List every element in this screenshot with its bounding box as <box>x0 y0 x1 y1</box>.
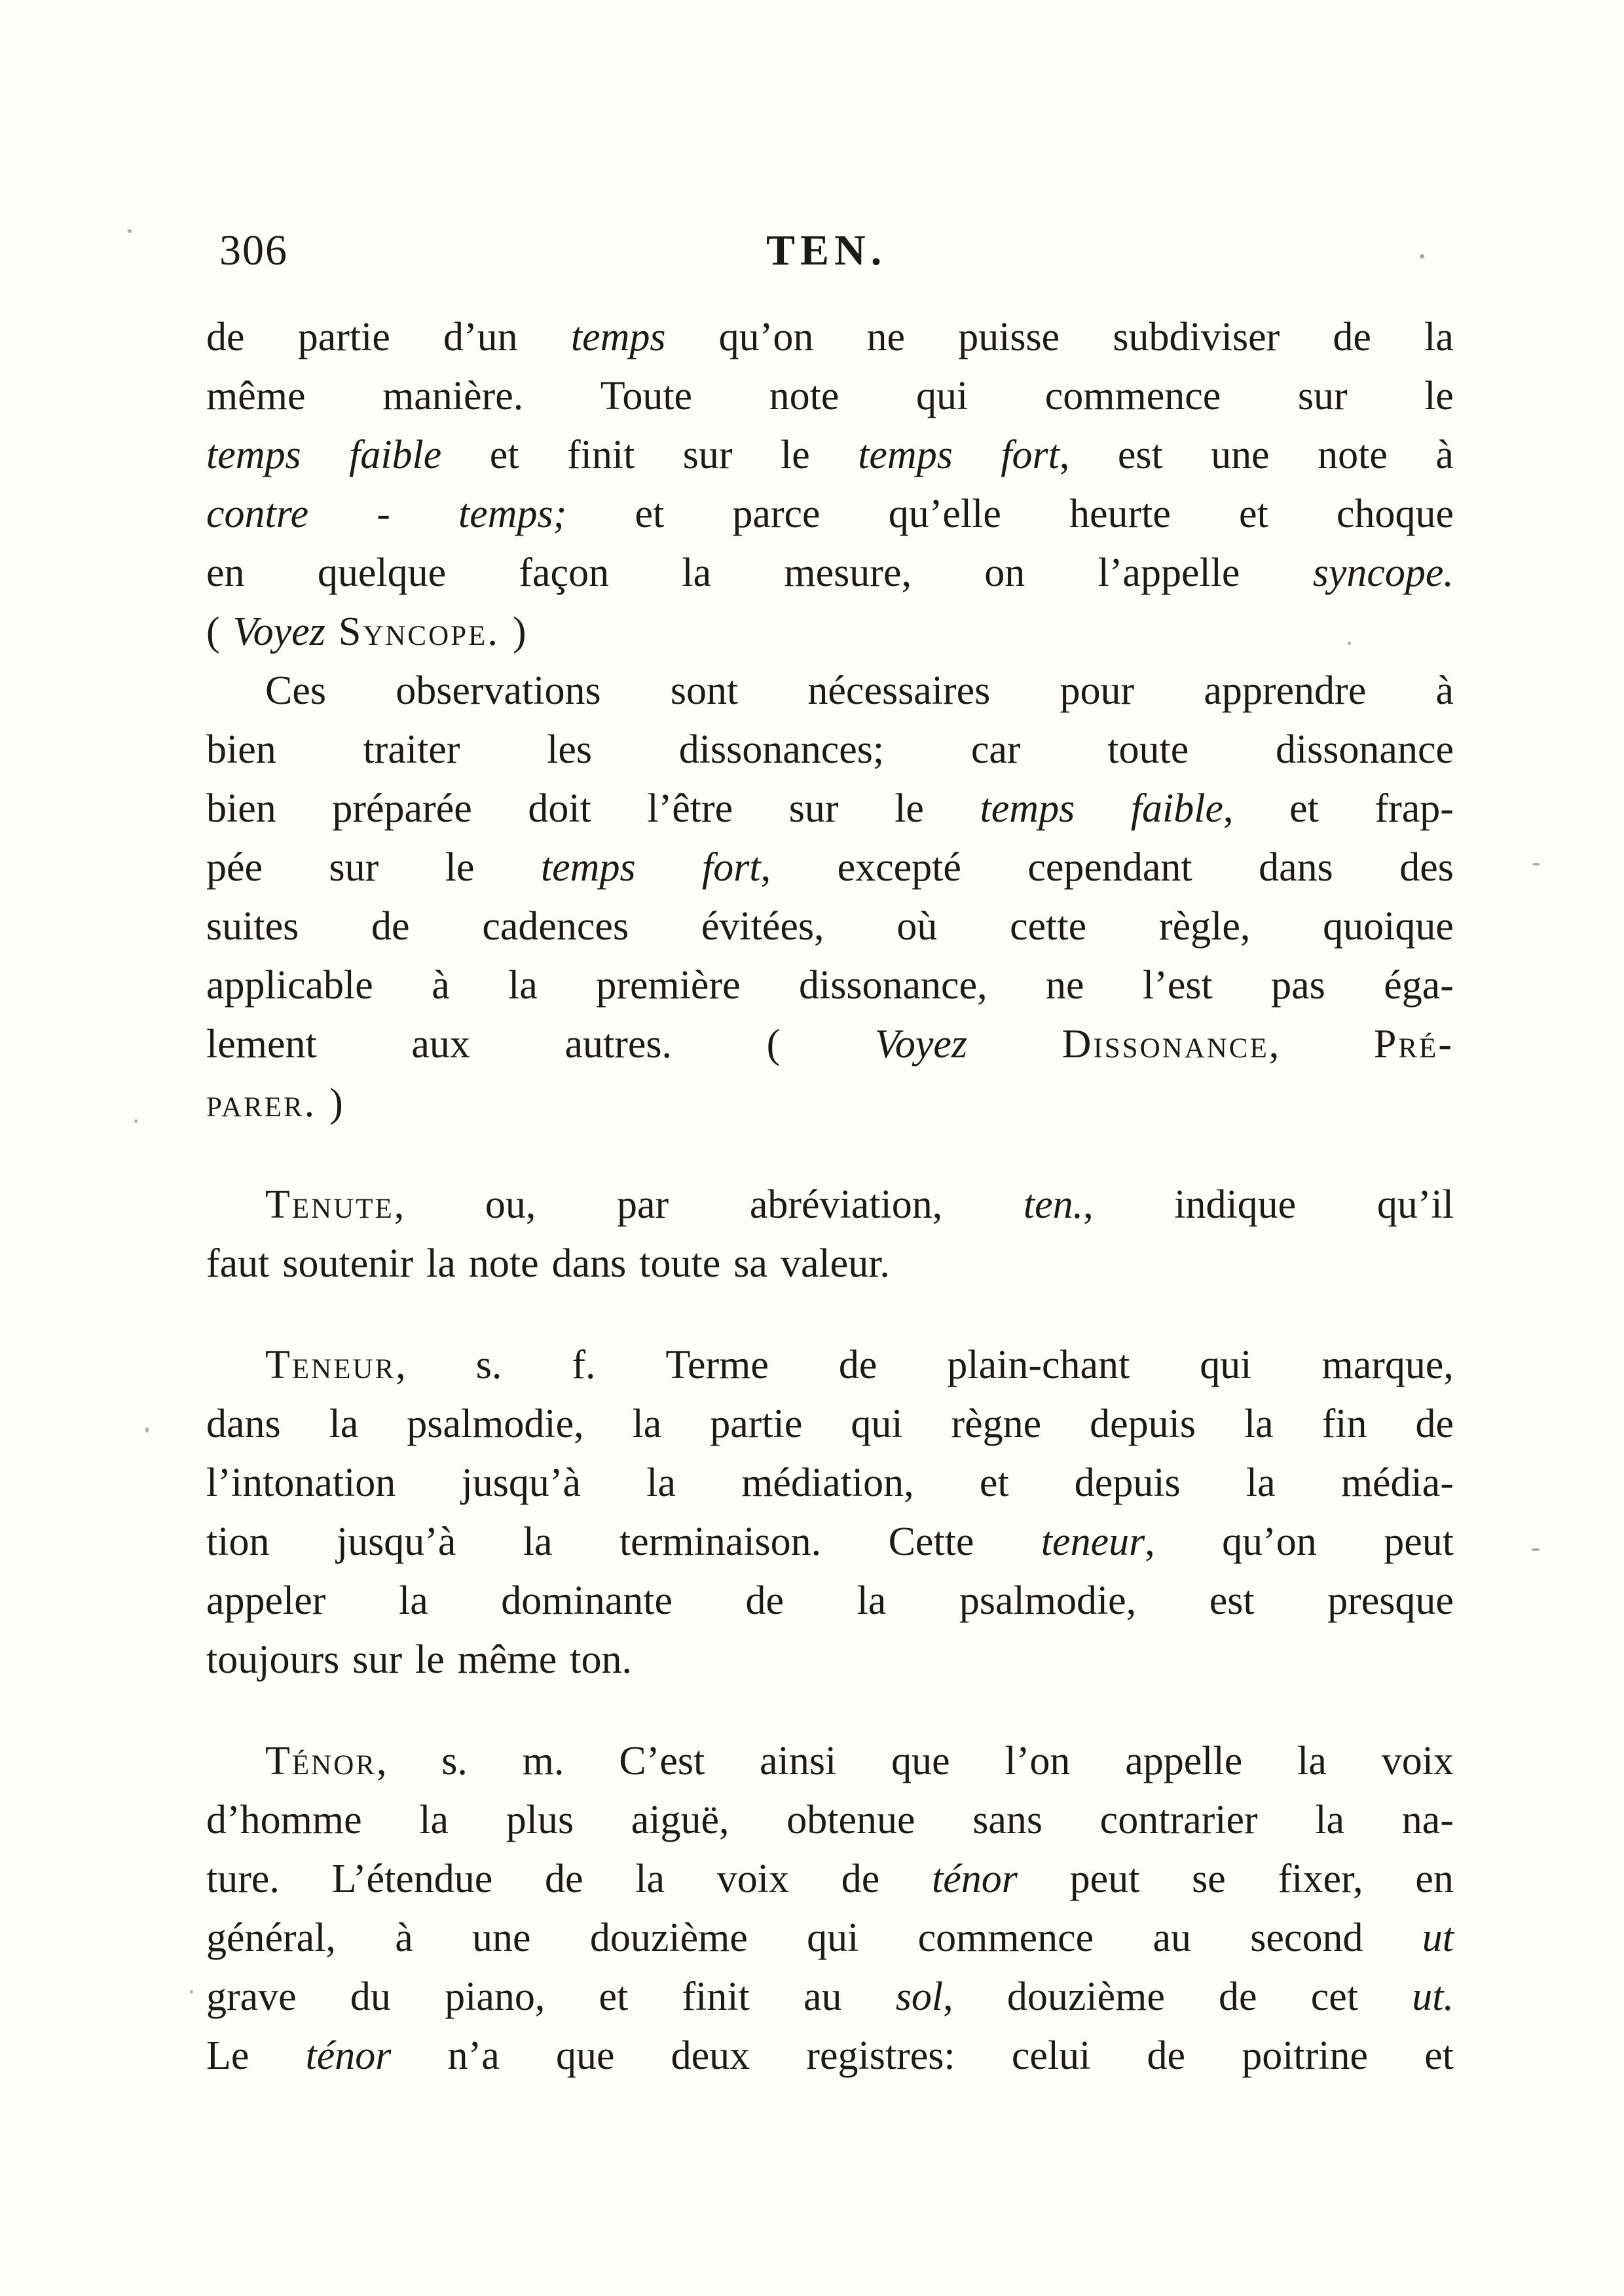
word: tion <box>206 1520 270 1564</box>
word: de <box>371 904 410 949</box>
word: ) <box>512 610 526 654</box>
word: la <box>1315 1798 1345 1842</box>
word: na- <box>1401 1798 1454 1842</box>
word: le <box>780 433 810 477</box>
word: sur <box>788 786 839 831</box>
text-line <box>206 1512 1454 1571</box>
word: la <box>1246 1461 1276 1505</box>
text-line <box>206 1732 1454 1791</box>
text-line <box>206 1967 1454 2026</box>
word: voix <box>716 1857 790 1901</box>
word: qui <box>915 374 969 418</box>
word: finit <box>682 1975 750 2019</box>
word: les <box>547 727 593 772</box>
word: on <box>984 551 1025 595</box>
word: la <box>1297 1739 1327 1783</box>
word: l’être <box>647 786 733 831</box>
paragraph-gap <box>206 1689 1454 1732</box>
word: fixer, <box>1278 1857 1363 1901</box>
text-line <box>206 2026 1454 2085</box>
word: et <box>1239 492 1268 536</box>
word: la <box>682 551 712 595</box>
word: fin <box>1321 1402 1367 1446</box>
word: de <box>838 1343 877 1387</box>
word: quoique <box>1323 904 1454 949</box>
word: pour <box>1060 668 1135 713</box>
text-line <box>206 543 1454 602</box>
word: second <box>1250 1916 1363 1960</box>
italic-word: temps; <box>458 492 567 536</box>
word: qu’elle <box>888 492 1001 536</box>
word: l’intonation <box>206 1461 396 1505</box>
small-caps-term: Tenute, <box>265 1182 405 1227</box>
word: depuis <box>1090 1402 1196 1446</box>
text-line <box>206 956 1454 1015</box>
word: qui <box>1200 1343 1252 1387</box>
word: dissonance <box>1275 727 1454 772</box>
word: douzième <box>1006 1975 1165 2019</box>
word: cadences <box>482 904 629 949</box>
word: C’est <box>619 1739 705 1783</box>
text-line <box>206 1175 1454 1234</box>
text-line <box>206 484 1454 543</box>
word: mesure, <box>784 551 912 595</box>
paper-speck <box>1348 642 1351 645</box>
word: est <box>1117 433 1163 477</box>
word: en <box>1415 1857 1454 1901</box>
word: sur <box>352 1637 403 1682</box>
italic-word-text: ten. <box>1023 1182 1084 1227</box>
italic-word: temps <box>206 433 301 477</box>
text-line <box>206 1571 1454 1630</box>
word: ton. <box>570 1637 632 1682</box>
italic-word: ut. <box>1412 1975 1454 2019</box>
text-line <box>206 367 1454 426</box>
word: dans <box>1259 845 1333 890</box>
word: en <box>206 551 245 595</box>
word: cependant <box>1027 845 1192 890</box>
body-text <box>206 308 1454 2085</box>
italic-word: syncope. <box>1312 551 1454 595</box>
word: sur <box>682 433 733 477</box>
text-line <box>206 426 1454 484</box>
text-line <box>206 1234 1454 1293</box>
word: psalmodie, <box>407 1402 584 1446</box>
italic-word-text: faible <box>1130 786 1224 831</box>
word: appelle <box>1125 1739 1243 1783</box>
word: de <box>206 315 245 359</box>
word: médiation, <box>741 1461 914 1505</box>
text-line <box>206 1791 1454 1850</box>
word: voix <box>1381 1739 1454 1783</box>
word: plain-chant <box>947 1343 1130 1387</box>
word: média- <box>1340 1461 1454 1505</box>
word: la <box>426 1241 456 1286</box>
word: de <box>545 1857 583 1901</box>
italic-word-text: teneur <box>1041 1520 1145 1564</box>
word: le <box>415 1637 445 1682</box>
word: et <box>599 1975 629 2019</box>
italic-word-text: sol <box>895 1975 944 2019</box>
page-number: 306 <box>219 227 288 274</box>
text-line <box>206 1336 1454 1394</box>
small-caps-term: Pré- <box>1373 1022 1454 1066</box>
word: deux <box>671 2033 750 2078</box>
word: pas <box>1271 963 1325 1008</box>
word: choque <box>1336 492 1454 536</box>
word: la <box>646 1461 676 1505</box>
word: douzième <box>589 1916 748 1960</box>
italic-word: temps <box>858 433 953 477</box>
text-line <box>206 1908 1454 1967</box>
italic-word: Voyez <box>232 610 325 654</box>
text-line <box>206 720 1454 779</box>
paper-speck <box>128 229 132 233</box>
italic-word: contre <box>206 492 309 536</box>
word: dissonances; <box>678 727 885 772</box>
word: qu’on <box>1222 1520 1317 1564</box>
word: du <box>350 1975 391 2019</box>
word: ou, <box>485 1182 536 1227</box>
word: à <box>432 963 450 1008</box>
word: L’étendue <box>331 1857 493 1901</box>
paragraph-gap <box>206 1293 1454 1336</box>
word: psalmodie, <box>959 1578 1137 1623</box>
word: quelque <box>317 551 447 595</box>
word: l’on <box>1005 1739 1071 1783</box>
word: ( <box>206 610 220 654</box>
word: par <box>617 1182 669 1227</box>
word: la <box>523 1520 553 1564</box>
word: au <box>803 1975 842 2019</box>
word-text: registres <box>806 2033 944 2078</box>
word: la <box>398 1578 428 1623</box>
word: et <box>1289 786 1319 831</box>
word: le <box>1424 374 1454 418</box>
word: d’un <box>443 315 518 359</box>
word: indique <box>1174 1182 1297 1227</box>
italic-word: ten., <box>1023 1182 1094 1227</box>
word: bien <box>206 786 276 831</box>
word: sur <box>329 845 379 890</box>
word: la <box>329 1402 359 1446</box>
word: ainsi <box>760 1739 837 1783</box>
word: préparée <box>332 786 472 831</box>
word: dominante <box>501 1578 673 1623</box>
italic-word: temps <box>540 845 636 890</box>
italic-word: temps <box>570 315 666 359</box>
word: d’homme <box>206 1798 362 1842</box>
word: excepté <box>837 845 961 890</box>
paper-speck <box>134 1120 138 1123</box>
word: de <box>745 1578 784 1623</box>
word: de <box>1415 1402 1454 1446</box>
text-line <box>206 897 1454 956</box>
word: presque <box>1327 1578 1454 1623</box>
italic-word: ténor <box>305 2033 392 2078</box>
word: de <box>841 1857 880 1901</box>
word: depuis <box>1074 1461 1181 1505</box>
word: note <box>468 1241 539 1286</box>
word: ne <box>866 315 906 359</box>
word: sans <box>972 1798 1043 1842</box>
word: la <box>508 963 538 1008</box>
word: sa <box>733 1241 767 1286</box>
word: jusqu’à <box>336 1520 456 1564</box>
italic-word-text: fort <box>1001 433 1060 477</box>
word: note <box>1318 433 1388 477</box>
word: Terme <box>665 1343 769 1387</box>
small-caps-term: parer. <box>206 1081 317 1125</box>
word: sur <box>1297 374 1348 418</box>
word: cet <box>1310 1975 1359 2019</box>
italic-word: ténor <box>932 1857 1018 1901</box>
word: piano, <box>445 1975 545 2019</box>
word: où <box>896 904 938 949</box>
word: au <box>1153 1916 1191 1960</box>
italic-word: fort, <box>702 845 771 890</box>
text-line <box>206 1850 1454 1908</box>
italic-word: ut <box>1422 1916 1454 1960</box>
word: première <box>596 963 741 1008</box>
text-line <box>206 779 1454 838</box>
word: dissonance, <box>799 963 987 1008</box>
word: et <box>979 1461 1009 1505</box>
word: commence <box>917 1916 1094 1960</box>
word: la <box>632 1402 662 1446</box>
small-caps-term-text: Dissonance <box>1061 1022 1269 1066</box>
word: puisse <box>958 315 1060 359</box>
small-caps-term: Syncope. <box>338 610 500 654</box>
paper-speck <box>1420 254 1424 259</box>
italic-word: faible, <box>1130 786 1234 831</box>
word: Toute <box>600 374 693 418</box>
word: lement <box>206 1022 317 1066</box>
word: est <box>1209 1578 1255 1623</box>
word: règne <box>951 1402 1042 1446</box>
word: f. <box>572 1343 596 1387</box>
word: et <box>489 433 519 477</box>
word: toujours <box>206 1637 340 1682</box>
word: aiguë, <box>631 1798 729 1842</box>
word: et <box>1424 2033 1454 2078</box>
word: éga- <box>1384 963 1454 1008</box>
word: même <box>457 1637 557 1682</box>
word: obtenue <box>786 1798 915 1842</box>
small-caps-term: Teneur, <box>265 1343 406 1387</box>
word: s. <box>475 1343 502 1387</box>
word: sont <box>670 668 739 713</box>
word: applicable <box>206 963 373 1008</box>
word: se <box>1192 1857 1226 1901</box>
word: toute <box>639 1241 721 1286</box>
word: la <box>1424 315 1454 359</box>
word: pée <box>206 845 263 890</box>
word: général, <box>206 1916 336 1960</box>
word: abréviation, <box>749 1182 943 1227</box>
word: de <box>1219 1975 1257 2019</box>
word: subdiviser <box>1113 315 1280 359</box>
word: une <box>472 1916 531 1960</box>
italic-word: temps <box>980 786 1075 831</box>
word: frap- <box>1375 786 1454 831</box>
word: peut <box>1384 1520 1454 1564</box>
word: traiter <box>363 727 460 772</box>
word: registres: <box>806 2033 955 2078</box>
word: note <box>769 374 840 418</box>
word: faut <box>206 1241 270 1286</box>
word: ture. <box>206 1857 280 1901</box>
word: une <box>1211 433 1270 477</box>
italic-word: sol, <box>895 1975 953 2019</box>
paper-speck <box>1531 1548 1540 1551</box>
word: que <box>891 1739 950 1783</box>
word-text: dissonances <box>678 727 873 772</box>
word: ( <box>766 1022 781 1066</box>
word: toute <box>1107 727 1189 772</box>
word: à <box>1435 433 1454 477</box>
small-caps-term: Dissonance, <box>1061 1022 1280 1066</box>
word: marque, <box>1321 1343 1454 1387</box>
word: commence <box>1044 374 1221 418</box>
text-line <box>206 602 1454 661</box>
word: que <box>555 2033 615 2078</box>
small-caps-term-text: Teneur <box>265 1343 396 1387</box>
text-line <box>206 661 1454 720</box>
word: n’a <box>447 2033 500 2078</box>
word: qu’on <box>718 315 814 359</box>
word: règle, <box>1158 904 1251 949</box>
word: la <box>635 1857 665 1901</box>
italic-word: fort, <box>1001 433 1070 477</box>
word: contrarier <box>1099 1798 1258 1842</box>
word: ne <box>1046 963 1084 1008</box>
word: manière. <box>382 374 524 418</box>
word: Le <box>206 2033 249 2078</box>
text-line <box>206 1015 1454 1074</box>
word: dans <box>551 1241 627 1286</box>
small-caps-term: Ténor, <box>265 1739 387 1783</box>
word: parce <box>732 492 821 536</box>
word: heurte <box>1069 492 1171 536</box>
text-line <box>206 1074 1454 1133</box>
word: la <box>1244 1402 1274 1446</box>
word: dans <box>206 1402 281 1446</box>
running-head: TEN. <box>766 227 887 274</box>
word: m. <box>522 1739 564 1783</box>
text-line <box>206 308 1454 367</box>
text-line <box>206 838 1454 897</box>
word: suites <box>206 904 299 949</box>
word: à <box>395 1916 413 1960</box>
word: nécessaires <box>807 668 991 713</box>
text-line <box>206 1630 1454 1689</box>
word: qu’il <box>1376 1182 1454 1227</box>
italic-word: Voyez <box>874 1022 968 1066</box>
word: finit <box>566 433 635 477</box>
word: la <box>857 1578 887 1623</box>
word: partie <box>710 1402 803 1446</box>
word: façon <box>519 551 610 595</box>
paper-speck <box>1532 863 1540 866</box>
word: partie <box>297 315 390 359</box>
word: apprendre <box>1204 668 1367 713</box>
small-caps-term-text: Ténor <box>265 1739 377 1783</box>
word: qui <box>851 1402 903 1446</box>
word: ) <box>329 1081 343 1125</box>
word: car <box>970 727 1021 772</box>
word: valeur. <box>780 1241 890 1286</box>
paper-speck <box>190 1990 193 1994</box>
word: à <box>1435 668 1454 713</box>
word: terminaison. <box>619 1520 822 1564</box>
word: et <box>635 492 665 536</box>
word: évitées, <box>701 904 824 949</box>
word: plus <box>506 1798 574 1842</box>
word: s. <box>441 1739 468 1783</box>
word: bien <box>206 727 276 772</box>
italic-word-text: fort <box>702 845 761 890</box>
word: peut <box>1069 1857 1140 1901</box>
word: aux <box>411 1022 470 1066</box>
italic-word: faible <box>349 433 442 477</box>
small-caps-term-text: Tenute <box>265 1182 394 1227</box>
page-header <box>219 226 1437 285</box>
word: poitrine <box>1242 2033 1369 2078</box>
word: qui <box>807 1916 859 1960</box>
word: autres. <box>564 1022 673 1066</box>
word: de <box>1147 2033 1186 2078</box>
word: appeler <box>206 1578 326 1623</box>
italic-word: - <box>377 492 390 536</box>
text-line <box>206 1394 1454 1453</box>
word: celui <box>1011 2033 1091 2078</box>
word: le <box>445 845 475 890</box>
paragraph-gap <box>206 1133 1454 1175</box>
word: des <box>1399 845 1454 890</box>
word: jusqu’à <box>461 1461 581 1505</box>
word: Cette <box>888 1520 974 1564</box>
word: même <box>206 374 306 418</box>
word: le <box>895 786 924 831</box>
word: observations <box>396 668 601 713</box>
word: grave <box>206 1975 297 2019</box>
word: de <box>1333 315 1371 359</box>
word: l’appelle <box>1098 551 1240 595</box>
word: Ces <box>265 668 326 713</box>
text-line <box>206 1453 1454 1512</box>
word: cette <box>1010 904 1087 949</box>
word: doit <box>528 786 591 831</box>
word: soutenir <box>282 1241 414 1286</box>
paper-speck <box>145 1427 149 1432</box>
italic-word: teneur, <box>1041 1520 1155 1564</box>
word: la <box>419 1798 449 1842</box>
word: l’est <box>1142 963 1213 1008</box>
